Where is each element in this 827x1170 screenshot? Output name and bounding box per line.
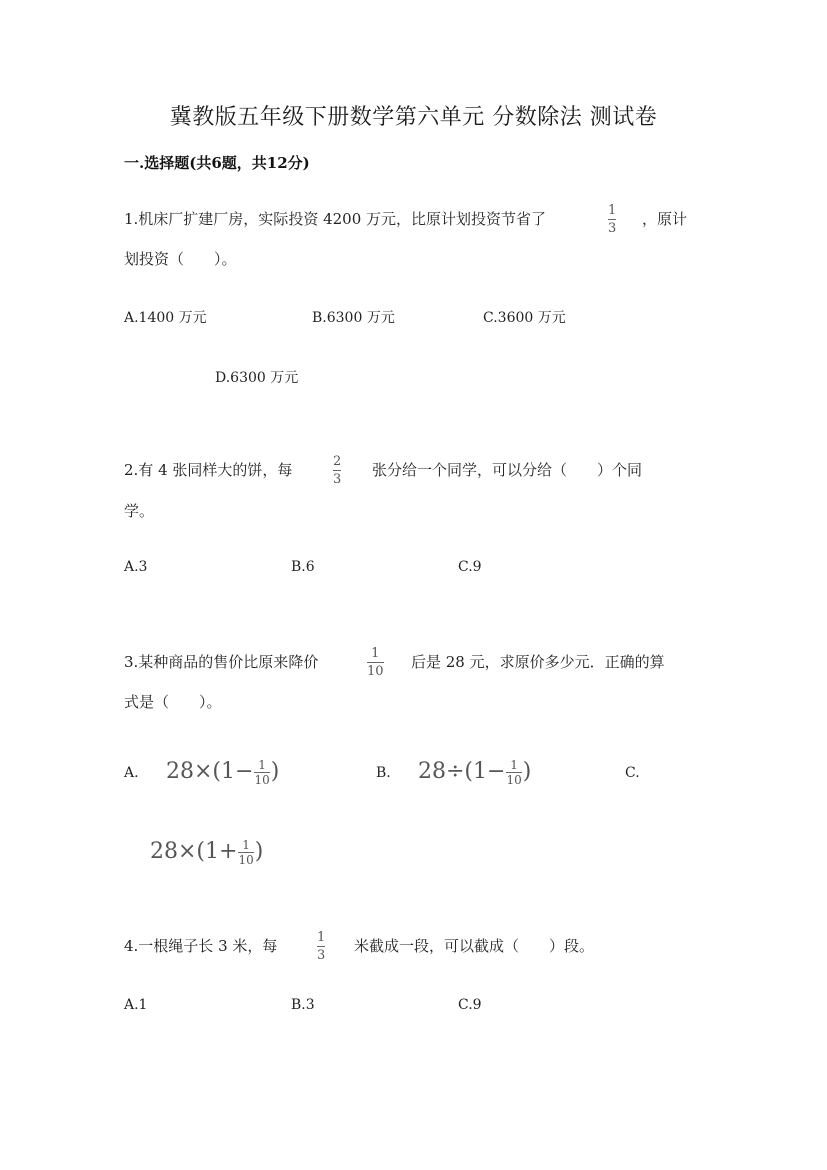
question-1-option-a[interactable]: A.1400 万元	[124, 310, 207, 326]
expression-fraction	[238, 839, 253, 866]
fraction-denominator: 3	[608, 221, 617, 236]
fraction-bar	[608, 219, 616, 220]
fraction-denominator: 10	[254, 773, 270, 787]
fraction-bar	[333, 470, 341, 471]
question-1-text-line2: 划投资（ ）。	[124, 250, 237, 268]
question-3-option-c-label[interactable]: C.	[625, 765, 640, 781]
expression-left: 28÷(1−	[418, 759, 506, 784]
question-2-option-b[interactable]: B.6	[291, 559, 315, 575]
question-3-option-c-expression	[150, 838, 263, 865]
fraction-bar	[317, 946, 325, 947]
expression-fraction	[254, 759, 269, 786]
question-4-text-line1: 4.一根绳子长 3 米，每	[124, 937, 278, 955]
question-4-text-line1-end: 米截成一段，可以截成（ ）段。	[354, 937, 595, 955]
question-1-fraction	[608, 204, 616, 235]
question-1-option-b[interactable]: B.6300 万元	[312, 310, 395, 326]
fraction-denominator: 10	[238, 853, 254, 867]
section-heading: 一.选择题(共6题，共12分)	[124, 154, 310, 172]
question-2-fraction	[333, 455, 341, 486]
question-3-text-line1: 3.某种商品的售价比原来降价	[124, 653, 319, 671]
fraction-numerator: 1	[258, 758, 266, 772]
question-4-option-c[interactable]: C.9	[458, 997, 482, 1013]
question-4-option-a[interactable]: A.1	[124, 997, 148, 1013]
expression-fraction	[506, 759, 521, 786]
question-4-fraction	[317, 931, 325, 962]
fraction-denominator: 3	[333, 472, 342, 487]
question-1-option-d[interactable]: D.6300 万元	[215, 370, 299, 386]
fraction-numerator: 1	[510, 758, 518, 772]
question-2-option-a[interactable]: A.3	[124, 559, 148, 575]
question-3-option-b-label[interactable]: B.	[376, 765, 391, 781]
fraction-numerator: 1	[317, 930, 326, 945]
question-3-fraction	[367, 647, 384, 678]
fraction-numerator: 1	[371, 646, 380, 661]
expression-right: )	[254, 839, 264, 864]
question-4-option-b[interactable]: B.3	[291, 997, 315, 1013]
expression-left: 28×(1+	[150, 839, 238, 864]
question-3-option-b-expression	[418, 758, 531, 785]
page-title: 冀教版五年级下册数学第六单元 分数除法 测试卷	[169, 105, 658, 130]
question-3-option-a-label[interactable]: A.	[124, 765, 139, 781]
question-2-text-line1: 2.有 4 张同样大的饼，每	[124, 461, 293, 479]
fraction-denominator: 3	[317, 948, 326, 963]
fraction-denominator: 10	[367, 664, 384, 679]
expression-left: 28×(1−	[166, 759, 254, 784]
question-2-text-line1-end: 张分给一个同学，可以分给（ ）个同	[372, 461, 643, 479]
question-3-text-line1-end: 后是 28 元，求原价多少元．正确的算	[411, 653, 665, 671]
question-2-text-line2: 学。	[124, 502, 155, 520]
fraction-bar	[367, 662, 384, 663]
question-1-option-c[interactable]: C.3600 万元	[483, 310, 566, 326]
fraction-numerator: 1	[242, 838, 250, 852]
fraction-numerator: 1	[608, 203, 617, 218]
expression-right: )	[270, 759, 280, 784]
question-1-text-line1: 1.机床厂扩建厂房，实际投资 4200 万元，比原计划投资节省了	[124, 210, 547, 228]
question-1-text-line1-end: ，原计	[642, 210, 688, 228]
expression-right: )	[522, 759, 532, 784]
question-2-option-c[interactable]: C.9	[458, 559, 482, 575]
fraction-numerator: 2	[333, 454, 342, 469]
fraction-denominator: 10	[506, 773, 522, 787]
question-3-option-a-expression	[166, 758, 279, 785]
question-3-text-line2: 式是（ ）。	[124, 693, 222, 711]
